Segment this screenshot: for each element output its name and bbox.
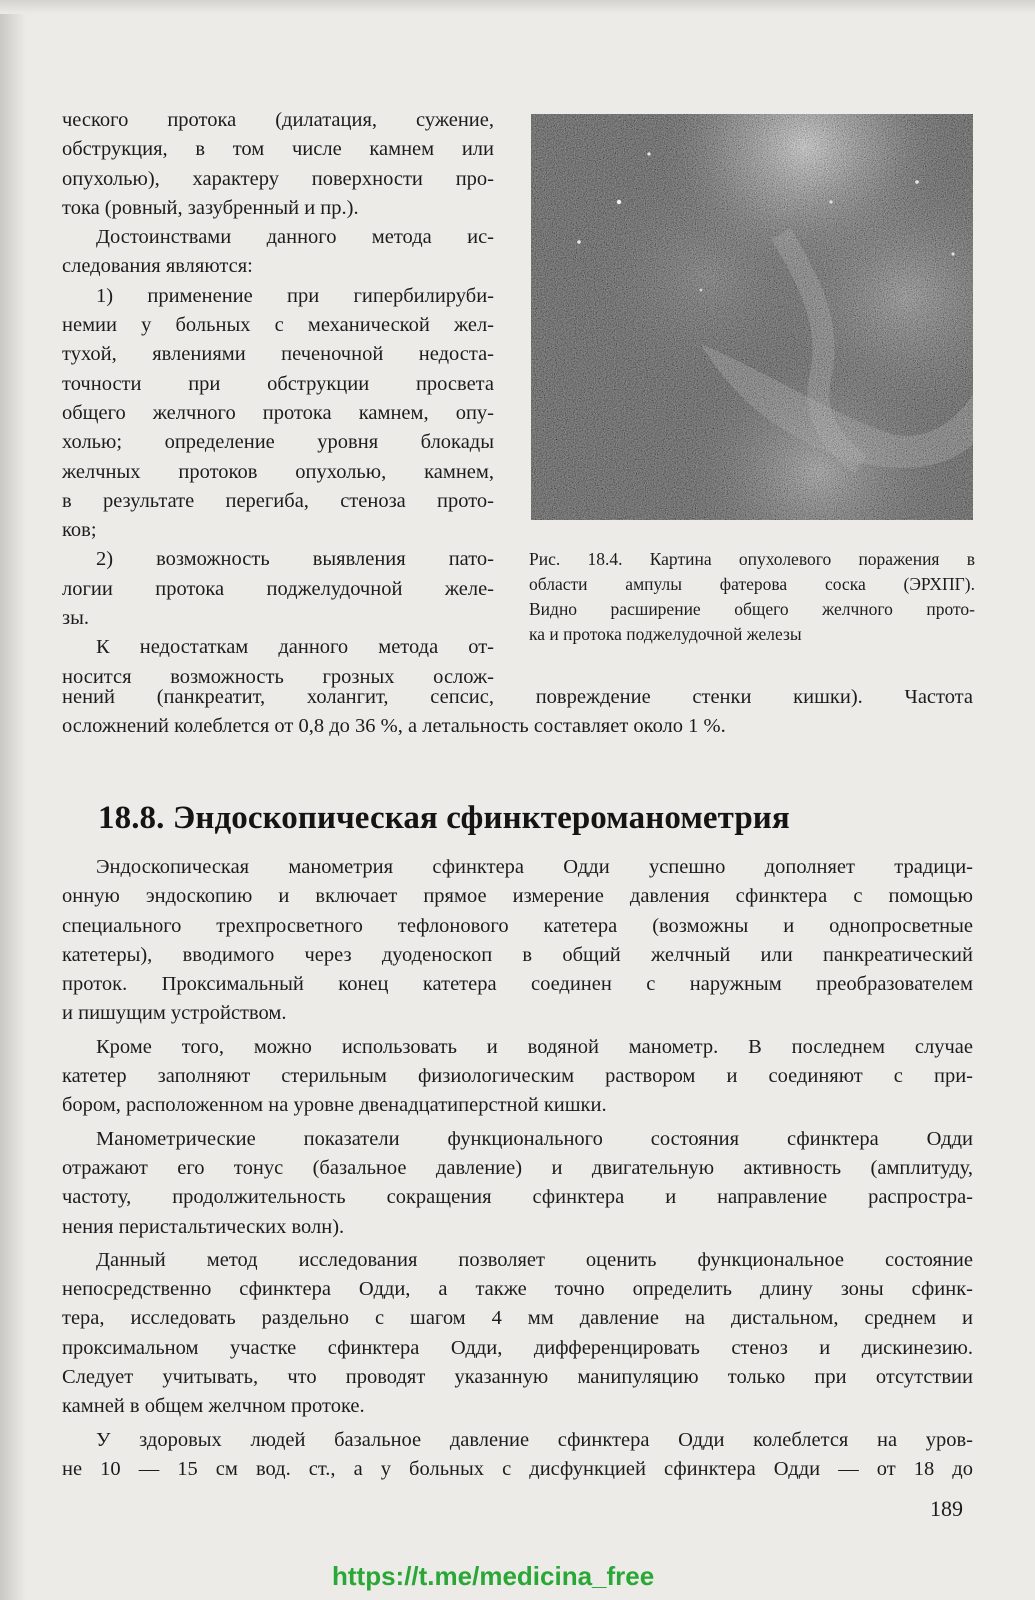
text-line: желчных протоков опухолью, камнем, (62, 460, 494, 483)
text-line: тера, исследовать раздельно с шагом 4 мм давление на дистальном, среднем и (62, 1307, 973, 1330)
text-line: отражают его тонус (базальное давление) и двигательную активность (амплитуду, (62, 1156, 973, 1179)
text-line: логии протока поджелудочной желе- (62, 577, 494, 600)
text-line: Данный метод исследования позволяет оценить функциональное состояние (96, 1248, 973, 1271)
caption-line: ка и протока поджелудочной железы (529, 624, 802, 644)
text-line: точности при обструкции просвета (62, 372, 494, 395)
caption-line: Рис. 18.4. Картина опухолевого поражения в (529, 549, 975, 569)
text-line: специального трехпросветного тефлонового катетера (возможны и однопросветные (62, 914, 973, 937)
text-line: ческого протока (дилатация, сужение, (62, 109, 494, 131)
text-line: зы. (62, 607, 89, 630)
text-line: проксимальном участке сфинктера Одди, дифференцировать стеноз и дискинезию. (62, 1336, 973, 1359)
text-line: Манометрические показатели функционального состояния сфинктера Одди (96, 1127, 973, 1150)
text-line: осложнений колеблется от 0,8 до 36 %, а летальность составляет около 1 %. (62, 715, 726, 738)
caption-line: Видно расширение общего желчного прото- (529, 599, 975, 619)
text-line: непосредственно сфинктера Одди, а также точно определить длину зоны сфинк- (62, 1278, 973, 1301)
text-line: обструкция, в том числе камнем или (62, 138, 494, 161)
page-number: 189 (930, 1496, 963, 1521)
text-line: не 10 — 15 см вод. ст., а у больных с дисфункцией сфинктера Одди — от 18 до (62, 1457, 973, 1480)
text-line: частоту, продолжительность сокращения сфинктера и направление распростра- (62, 1186, 973, 1209)
text-line: камней в общем желчном протоке. (62, 1395, 365, 1418)
ercp-image-svg (531, 114, 973, 520)
text-line: ков; (62, 519, 97, 542)
text-line: тока (ровный, зазубренный и пр.). (62, 196, 359, 219)
text-line: нений (панкреатит, холангит, сепсис, повреждение стенки кишки). Частота (62, 686, 973, 708)
body-text (62, 853, 973, 1484)
ercp-figure-image (531, 114, 973, 520)
page-top-shadow (0, 0, 1035, 14)
text-line: следования являются: (62, 255, 253, 278)
text-line: общего желчного протока камнем, опу- (62, 401, 494, 424)
text-line: 1) применение при гипербилируби- (96, 284, 494, 307)
text-line: опухолью), характеру поверхности про- (62, 167, 494, 190)
figure-caption (529, 547, 975, 647)
text-line: в результате перегиба, стеноза прото- (62, 489, 494, 512)
text-line: нения перистальтических волн). (62, 1215, 345, 1238)
text-line: онную эндоскопию и включает прямое измерение давления сфинктера с помощью (62, 885, 973, 908)
continuation-paragraph (62, 683, 973, 742)
telegram-link[interactable]: https://t.me/medicina_free (332, 1561, 655, 1591)
text-line: Кроме того, можно использовать и водяной манометр. В последнем случае (96, 1035, 973, 1058)
text-line: катетер заполняют стерильным физиологическим раствором и соединяют с при- (62, 1065, 973, 1088)
text-line: немии у больных с механической жел- (62, 314, 494, 337)
section-heading: 18.8. Эндоскопическая сфинктероманометрия (98, 800, 790, 836)
text-line: Следует учитывать, что проводят указанную манипуляцию только при отсутствии (62, 1366, 973, 1389)
text-line: бором, расположенном на уровне двенадцатиперстной кишки. (62, 1094, 607, 1117)
text-line: Эндоскопическая манометрия сфинктера Одди успешно дополняет традици- (96, 856, 973, 878)
page-edge-shadow (0, 0, 26, 1600)
text-line: У здоровых людей базальное давление сфинктера Одди колеблется на уров- (96, 1428, 973, 1451)
text-line: К недостаткам данного метода от- (96, 636, 494, 659)
text-line: катетеры), вводимого через дуоденоскоп в общий желчный или панкреатический (62, 943, 973, 966)
text-line: носится возможность грозных ослож- (62, 665, 494, 688)
text-line: проток. Проксимальный конец катетера соединен с наружным преобразователем (62, 973, 973, 996)
text-line: 2) возможность выявления пато- (96, 548, 494, 571)
text-line: Достоинствами данного метода ис- (96, 226, 494, 249)
text-line: тухой, явлениями печеночной недоста- (62, 343, 494, 366)
left-text-column (62, 106, 494, 692)
text-line: и пишущим устройством. (62, 1002, 287, 1025)
text-line: холью; определение уровня блокады (62, 431, 494, 454)
caption-line: области ампулы фатерова соска (ЭРХПГ). (529, 574, 975, 594)
